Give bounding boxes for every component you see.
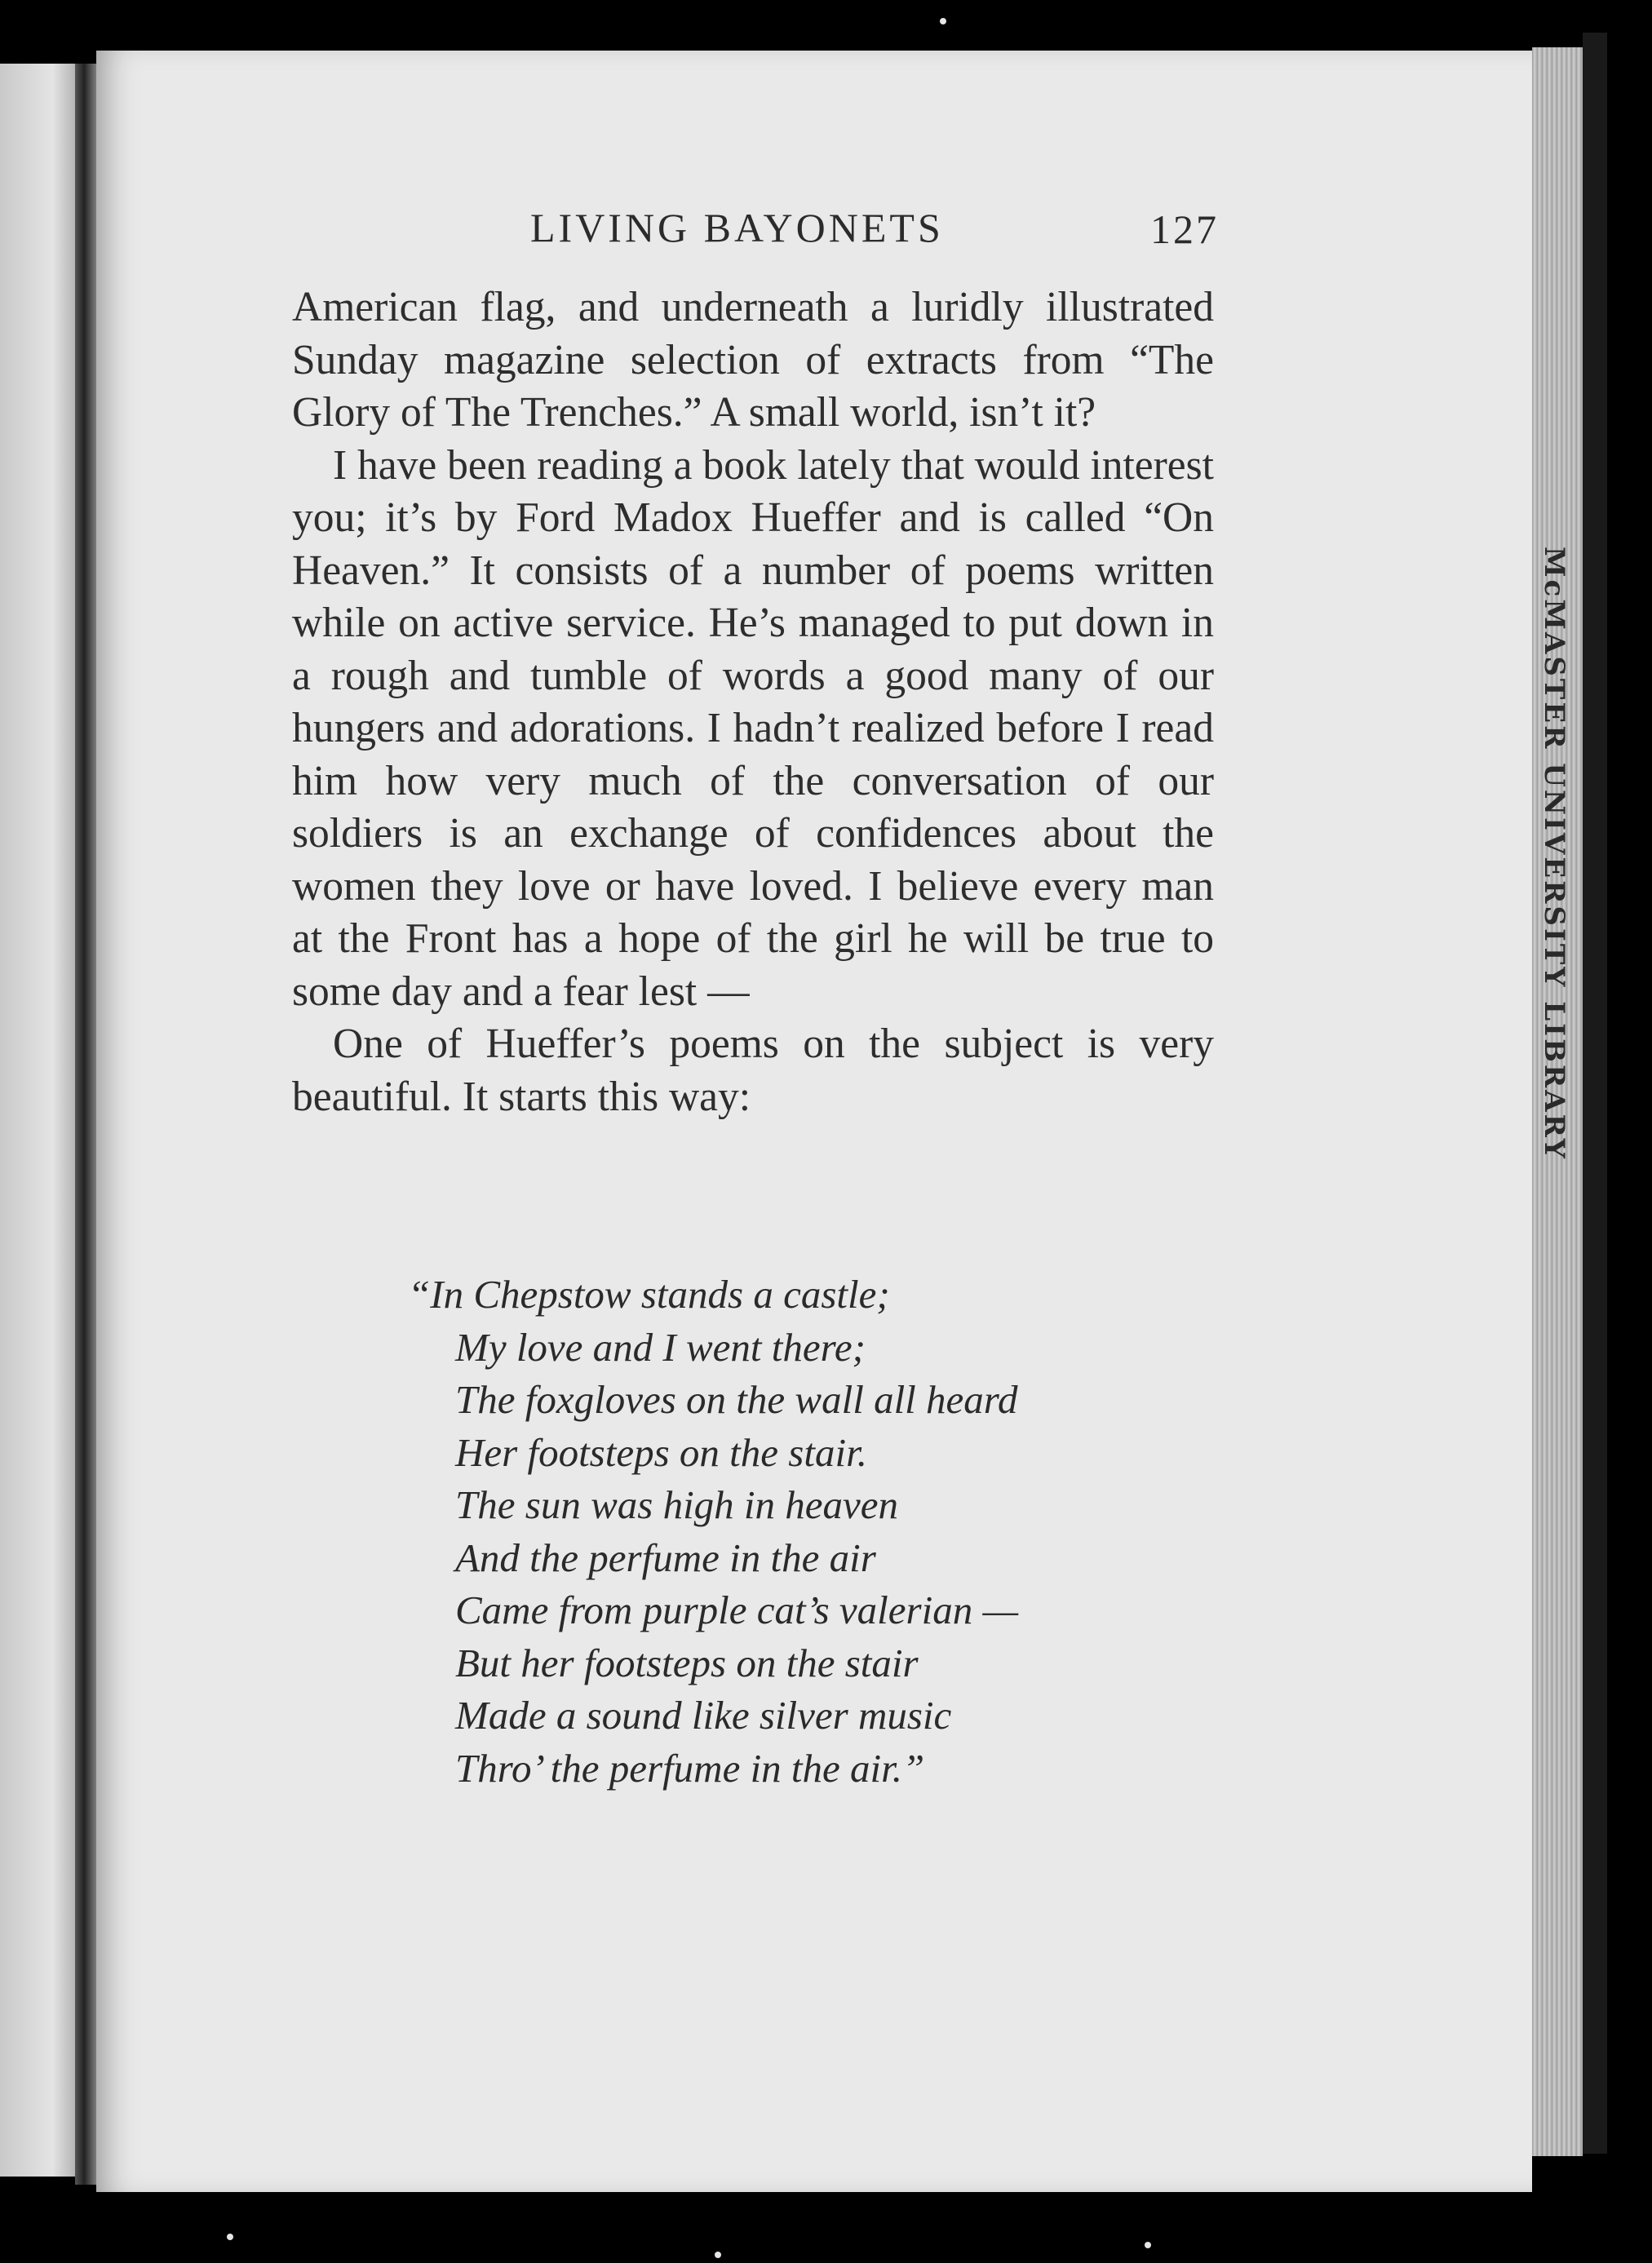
poem-quotation xyxy=(408,1269,1018,1795)
left-page-edge xyxy=(0,64,75,2177)
poem-line: Thro’ the perfume in the air.” xyxy=(455,1745,925,1791)
poem-line: Came from purple cat’s valerian — xyxy=(455,1588,1019,1632)
poem-line: The foxgloves on the wall all heard xyxy=(455,1377,1018,1422)
book-cover-edge xyxy=(1583,33,1607,2154)
running-head: LIVING BAYONETS xyxy=(530,205,944,250)
page-number: 127 xyxy=(1150,206,1219,252)
paragraph: One of Hueffer’s poems on the subject is very beautiful. It starts this way: xyxy=(292,1021,1214,1120)
poem-line: The sun was high in heaven xyxy=(455,1482,899,1527)
paragraph: American flag, and underneath a luridly illustrated Sunday magazine selection of extracts from “The Glory of The Trenches.” A small world, isn’t it? xyxy=(292,284,1214,436)
poem-line: But her footsteps on the stair xyxy=(455,1640,919,1685)
poem-line: And the perfume in the air xyxy=(455,1534,876,1580)
paragraph: I have been reading a book lately that would interest you; it’s by Ford Madox Hueffer and is called “On Heaven.” It consists of a number of poems written while on active service. He’s managed to put down in a rough and tumble of words a good many of our hungers and adorations. I hadn’t realized before I read him how very much of the conversation of our soldiers is an exchange of confidences about the women they love or have loved. I believe every man at the Front has a hope of the girl he will be true to some day and a fear lest — xyxy=(292,441,1214,1015)
poem-line: Made a sound like silver music xyxy=(455,1693,952,1738)
poem-line: “In Chepstow stands a castle; xyxy=(408,1272,890,1317)
body-text xyxy=(292,281,1214,1123)
book-gutter xyxy=(75,64,98,2185)
film-speck xyxy=(1145,2242,1151,2248)
film-speck xyxy=(940,18,946,24)
film-speck xyxy=(715,2252,721,2258)
film-speck xyxy=(227,2234,233,2240)
library-stamp: McMASTER UNIVERSITY LIBRARY xyxy=(1538,547,1570,1161)
poem-line: Her footsteps on the stair. xyxy=(455,1429,867,1475)
poem-line: My love and I went there; xyxy=(455,1324,866,1370)
